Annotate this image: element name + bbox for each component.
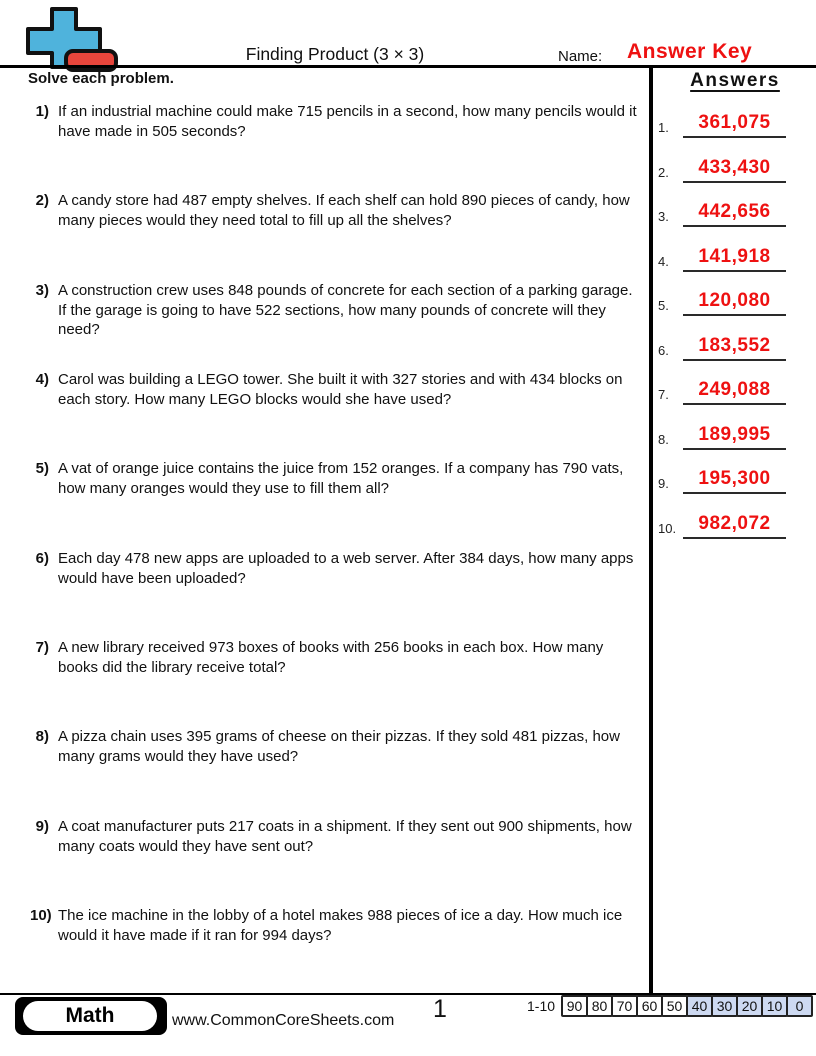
problem-text: Carol was building a LEGO tower. She built it with 327 stories and with 434 blocks on each story. How many LEGO blocks would she have used? [58, 371, 623, 408]
problem-text: A candy store had 487 empty shelves. If each shelf can hold 890 pieces of candy, how many pieces would they need total to fill up all the shelves? [58, 192, 630, 229]
grade-box-50: 50 [661, 995, 688, 1017]
answer-value: 249,088 [683, 379, 786, 405]
problem-text: A coat manufacturer puts 217 coats in a shipment. If they sent out 900 shipments, how many coats would they have sent out? [58, 818, 632, 855]
answer-number: 8. [658, 432, 669, 447]
answer-row-8 [658, 424, 786, 450]
page-number: 1 [433, 995, 447, 1023]
answer-number: 6. [658, 343, 669, 358]
grade-box-60: 60 [636, 995, 663, 1017]
answer-row-5 [658, 290, 786, 316]
answer-row-6 [658, 335, 786, 361]
problem-text: The ice machine in the lobby of a hotel makes 988 pieces of ice a day. How much ice would it have made if it ran for 994 days? [58, 907, 623, 944]
answer-number: 1. [658, 120, 669, 135]
problem-text: If an industrial machine could make 715 pencils in a second, how many pencils would it have made in 505 seconds? [58, 103, 637, 140]
grade-box-70: 70 [611, 995, 638, 1017]
grade-box-40: 40 [686, 995, 713, 1017]
answer-row-3 [658, 201, 786, 227]
answer-row-7 [658, 379, 786, 405]
problem-number: 10) [30, 907, 52, 924]
answer-number: 4. [658, 254, 669, 269]
answer-value: 982,072 [683, 513, 786, 539]
answer-value: 361,075 [683, 112, 786, 138]
answer-row-9 [658, 468, 786, 494]
problem-row-4 [30, 370, 642, 409]
grade-box-80: 80 [586, 995, 613, 1017]
name-label: Name: [558, 48, 603, 65]
problem-number: 7) [35, 639, 49, 656]
subject-badge-label: Math [23, 1001, 157, 1031]
answer-value: 189,995 [683, 424, 786, 450]
grading-range-label: 1-10 [527, 998, 556, 1014]
problem-number: 2) [35, 192, 49, 209]
answer-number: 3. [658, 209, 669, 224]
answer-value: 433,430 [683, 157, 786, 183]
answer-number: 9. [658, 476, 669, 491]
answer-value: 141,918 [683, 246, 786, 272]
problem-text: A pizza chain uses 395 grams of cheese on their pizzas. If they sold 481 pizzas, how many grams would they have used? [58, 728, 620, 765]
problem-row-7 [30, 638, 642, 677]
problem-number: 9) [35, 818, 49, 835]
answer-number: 5. [658, 298, 669, 313]
problem-number: 1) [35, 103, 49, 120]
header-divider-line [0, 65, 816, 68]
grade-box-90: 90 [561, 995, 588, 1017]
grade-box-30: 30 [711, 995, 738, 1017]
problem-text: Each day 478 new apps are uploaded to a web server. After 384 days, how many apps would have been uploaded? [58, 550, 634, 587]
answer-value: 195,300 [683, 468, 786, 494]
answer-value: 183,552 [683, 335, 786, 361]
problem-text: A new library received 973 boxes of books with 256 books in each box. How many books did the library receive total? [58, 639, 604, 676]
website-text: www.CommonCoreSheets.com [172, 1012, 395, 1029]
problem-number: 6) [35, 550, 49, 567]
answer-key-text: Answer Key [627, 40, 753, 63]
grading-scale [527, 995, 813, 1017]
answer-value: 120,080 [683, 290, 786, 316]
problem-row-5 [30, 459, 642, 498]
problem-row-1 [30, 102, 642, 141]
answer-row-2 [658, 157, 786, 183]
problem-number: 8) [35, 728, 49, 745]
problem-number: 3) [35, 282, 49, 299]
instructions-text: Solve each problem. [28, 70, 174, 87]
grade-box-0: 0 [786, 995, 813, 1017]
answer-number: 2. [658, 165, 669, 180]
subject-badge [15, 997, 167, 1035]
answer-row-4 [658, 246, 786, 272]
answer-row-1 [658, 112, 786, 138]
answer-number: 10. [658, 521, 677, 536]
problem-number: 4) [35, 371, 49, 388]
problem-number: 5) [35, 460, 49, 477]
page-title: Finding Product (3 × 3) [245, 44, 425, 64]
problem-text: A construction crew uses 848 pounds of concrete for each section of a parking garage. If the garage is going to have 522 sections, how many pounds of concrete will they need? [58, 282, 633, 338]
answer-number: 7. [658, 387, 669, 402]
problem-row-10 [30, 906, 642, 945]
answers-divider-double-line [649, 66, 653, 995]
answer-value: 442,656 [683, 201, 786, 227]
problem-row-2 [30, 191, 642, 230]
problem-row-3 [30, 281, 642, 340]
grade-box-10: 10 [761, 995, 788, 1017]
answer-row-10 [658, 513, 786, 539]
grade-box-20: 20 [736, 995, 763, 1017]
problem-row-9 [30, 817, 642, 856]
problem-row-6 [30, 549, 642, 588]
plus-minus-icon [16, 5, 121, 73]
problem-text: A vat of orange juice contains the juice from 152 oranges. If a company has 790 vats, how many oranges would they use to fill them all? [58, 460, 624, 497]
answers-heading: Answers [690, 70, 780, 91]
problem-row-8 [30, 727, 642, 766]
